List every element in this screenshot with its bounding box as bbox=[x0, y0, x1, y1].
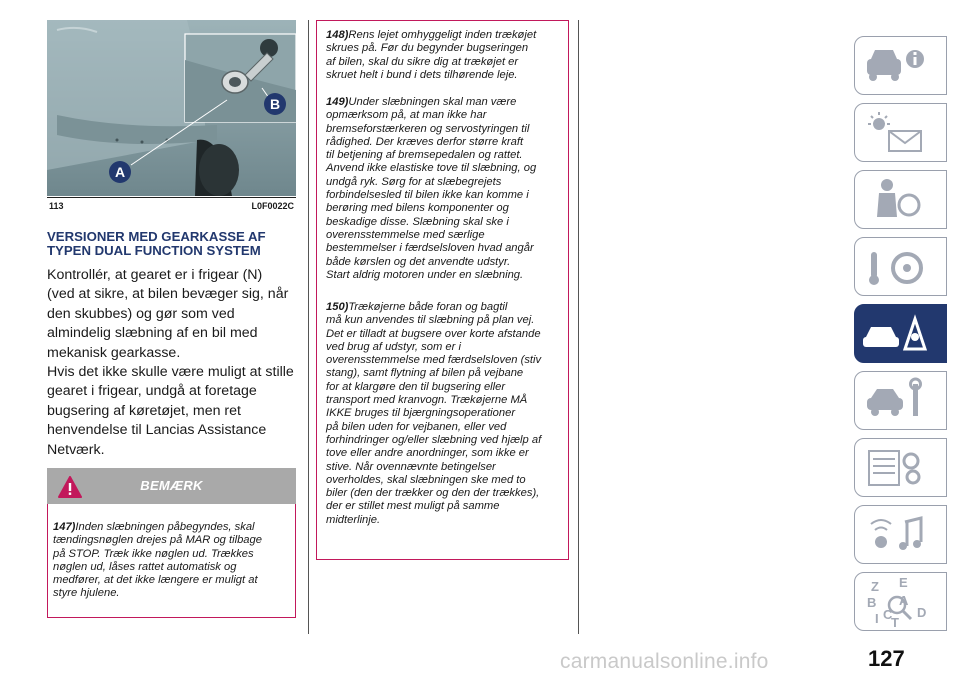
technical-data-icon bbox=[855, 439, 946, 496]
index-letter: I bbox=[875, 611, 879, 626]
note-line: på STOP. Træk ikke nøglen ud. Trækkes bbox=[53, 547, 254, 560]
column-divider bbox=[578, 20, 579, 634]
note-header-label: BEMÆRK bbox=[140, 478, 203, 493]
note-line: tændingsnøglen drejes på MAR og tilbage bbox=[53, 534, 262, 547]
warning-lights-icon bbox=[855, 104, 946, 161]
note-line: Under slæbningen skal man være bbox=[348, 96, 517, 108]
note-line: rådighed. Der kræves derfor større kraft bbox=[326, 135, 524, 148]
note-line: Anvend ikke elastiske tove til slæbning, og bbox=[326, 162, 537, 175]
note-line: undgå ryk. Sørg for at slæbegrejets bbox=[326, 175, 502, 188]
page-number: 127 bbox=[868, 646, 905, 671]
note-line: forbindelsesled til bilen ikke kan komme i bbox=[326, 189, 529, 202]
sidebar-tab-warning-lights[interactable] bbox=[854, 103, 947, 162]
note-line: overensstemmelse med særlige bbox=[326, 228, 485, 241]
sidebar-tab-driving[interactable] bbox=[854, 237, 947, 296]
note-line: der er stillet mest muligt på samme bbox=[326, 500, 500, 513]
index-letter: E bbox=[899, 575, 908, 590]
note-header bbox=[47, 468, 296, 504]
index-letter: D bbox=[917, 605, 927, 620]
body-line: Netværk. bbox=[47, 441, 105, 458]
body-line: den skubbes) og gør som ved bbox=[47, 305, 235, 322]
note-line: beskadige disse. Slæbning skal ske i bbox=[326, 215, 509, 228]
note-line: skrues på. Før du begynder bugseringen bbox=[326, 42, 529, 55]
note-line: bremseforstærkeren og servostyringen til bbox=[326, 122, 530, 135]
note-line: må kun anvendes til slæbning på plan vej. bbox=[326, 314, 535, 327]
note-line: opmærksom på, at man ikke har bbox=[326, 109, 487, 122]
sidebar-tab-multimedia[interactable] bbox=[854, 505, 947, 564]
note-line: for at klargøre den til bugsering eller bbox=[326, 380, 506, 393]
note-line: transport med kranvogn. Trækøjerne MÅ bbox=[326, 394, 528, 407]
note-line: forhindringer og/eller slæbning ved hjælp af bbox=[326, 433, 542, 446]
index-letter: B bbox=[867, 595, 877, 610]
safety-airbag-icon bbox=[855, 171, 946, 228]
sidebar-tab-emergency[interactable] bbox=[854, 304, 947, 363]
note-line: styre hjulene. bbox=[53, 587, 120, 600]
body-line: henvendelse til Lancias Assistance bbox=[47, 422, 267, 439]
figure-number: 113 bbox=[49, 201, 64, 211]
sidebar-tab-technical[interactable] bbox=[854, 438, 947, 497]
body-line: mekanisk gearkasse. bbox=[47, 344, 181, 361]
note-text bbox=[53, 521, 293, 601]
note-line: skruet helt i bund i dets tilhørende leje. bbox=[326, 68, 518, 81]
note-line: Det er tilladt at bugsere over korte afstande bbox=[326, 327, 541, 340]
note-line: Start aldrig motoren under en slæbning. bbox=[326, 268, 524, 281]
column-divider bbox=[308, 20, 309, 634]
note-line: IKKE bruges til bjærgningsoperationer bbox=[326, 407, 516, 420]
car-maintenance-icon bbox=[855, 372, 946, 429]
note-line: stive. Når ovennævnte betingelser bbox=[326, 460, 496, 473]
steering-key-icon bbox=[855, 238, 946, 295]
index-letter: Z bbox=[871, 579, 879, 594]
note-line: af bilen, skal du sikre dig at trækøjet er bbox=[326, 55, 519, 68]
section-title-line: TYPEN DUAL FUNCTION SYSTEM bbox=[47, 243, 261, 258]
note-line: midterlinje. bbox=[326, 513, 381, 526]
index-letter: A bbox=[899, 593, 909, 608]
note-ref: 149) bbox=[326, 96, 349, 108]
car-rear-illustration bbox=[47, 20, 296, 196]
emergency-icon bbox=[855, 305, 946, 362]
index-icon bbox=[855, 573, 946, 630]
watermark: carmanualsonline.info bbox=[560, 650, 769, 673]
index-letter: C bbox=[883, 607, 893, 622]
figure-caption bbox=[47, 197, 296, 216]
note-ref: 147) bbox=[53, 521, 76, 533]
note-ref: 148) bbox=[326, 29, 349, 41]
note-line: berøring med bilens komponenter og bbox=[326, 202, 509, 215]
sidebar-tab-index[interactable] bbox=[854, 572, 947, 631]
body-line: bugsering af køretøjet, men ret bbox=[47, 402, 241, 419]
note-line: medfører, at det ikke længere er muligt at bbox=[53, 574, 258, 587]
sidebar-tab-maintenance[interactable] bbox=[854, 371, 947, 430]
note-line: tove eller andre anordninger, som ikke er bbox=[326, 447, 529, 460]
note-line: stang), samt flytning af bilen på vejbane bbox=[326, 367, 524, 380]
index-letter: T bbox=[891, 615, 899, 630]
note-line: Inden slæbningen påbegyndes, skal bbox=[75, 521, 255, 533]
section-title-line: VERSIONER MED GEARKASSE AF bbox=[47, 229, 266, 244]
section-body bbox=[47, 266, 302, 460]
section-title bbox=[47, 230, 302, 258]
figure-code: L0F0022C bbox=[251, 201, 294, 211]
body-line: Kontrollér, at gearet er i frigear (N) bbox=[47, 267, 263, 283]
note-149 bbox=[326, 96, 568, 282]
callout-b-label: B bbox=[269, 96, 281, 112]
note-line: bestemmelser i færdselsloven hvad angår bbox=[326, 242, 534, 255]
note-line: nøglen ud, låses rattet automatisk og bbox=[53, 560, 237, 573]
callout-a-label: A bbox=[114, 164, 126, 180]
note-line: på bilen uden for vejbanen, eller ved bbox=[326, 420, 507, 433]
note-ref: 150) bbox=[326, 301, 349, 313]
body-line: Hvis det ikke skulle være muligt at stille bbox=[47, 364, 294, 381]
note-line: ved brug af udstyr, som er i bbox=[326, 340, 461, 353]
note-line: både kørslen og det anvendte udstyr. bbox=[326, 255, 511, 268]
note-148 bbox=[326, 29, 568, 82]
sidebar-tab-car-info[interactable] bbox=[854, 36, 947, 95]
note-line: Rens lejet omhyggeligt inden trækøjet bbox=[348, 29, 537, 41]
note-line: Trækøjerne både foran og bagtil bbox=[348, 301, 508, 313]
body-line: gearet i frigear, undgå at foretage bbox=[47, 383, 257, 400]
towing-eye-figure bbox=[47, 20, 296, 196]
car-info-icon bbox=[855, 37, 946, 94]
note-150 bbox=[326, 301, 568, 527]
note-line: overholdes, skal slæbningen ske med to bbox=[326, 473, 526, 486]
note-line: til betjening af bremsepedalen og rattet. bbox=[326, 149, 523, 162]
body-line: (ved at sikre, at bilen bevæger sig, når bbox=[47, 286, 289, 303]
multimedia-icon bbox=[855, 506, 946, 563]
body-line: almindelig slæbning af en bil med bbox=[47, 325, 258, 342]
note-line: biler (den der trækker og den der trækkes), bbox=[326, 487, 540, 500]
note-line: overensstemmelse med færdselsloven (stiv bbox=[326, 354, 542, 367]
sidebar-tab-safety[interactable] bbox=[854, 170, 947, 229]
